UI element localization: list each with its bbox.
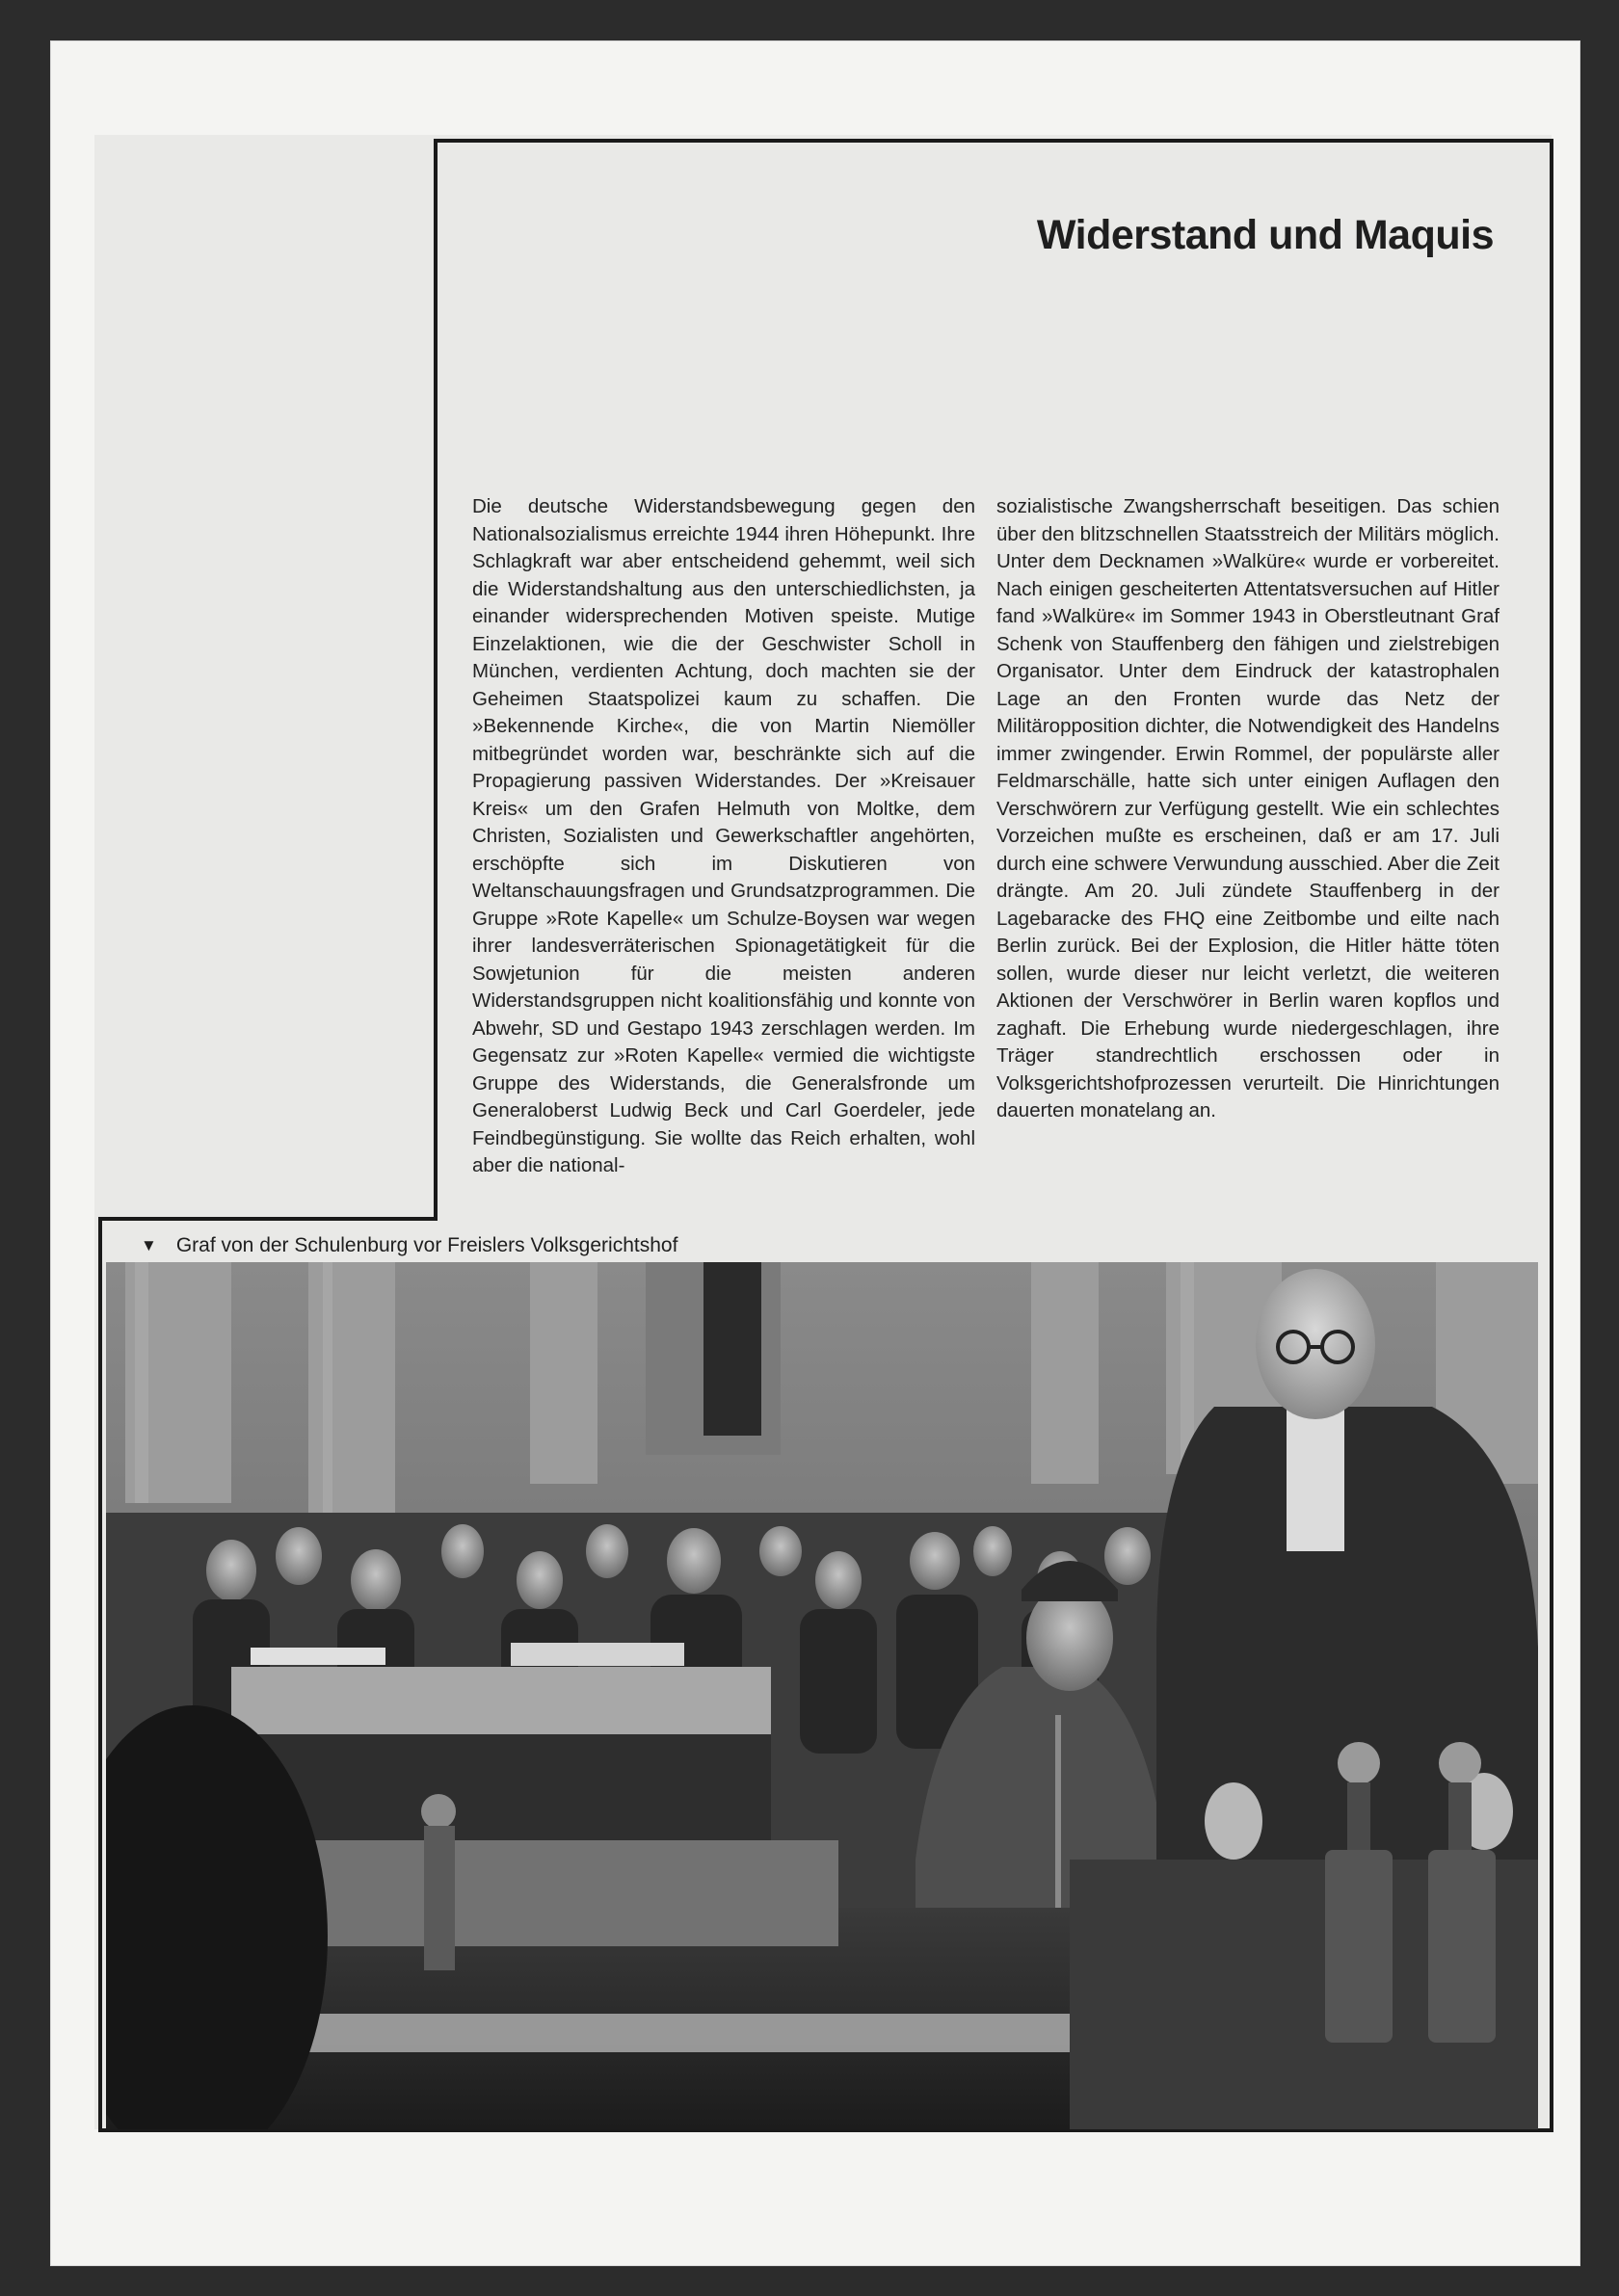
- page-title: Widerstand und Maquis: [1036, 212, 1494, 258]
- courtroom-photo: [106, 1262, 1538, 2129]
- photo-caption: [141, 1231, 677, 1260]
- down-triangle-icon: ▼: [141, 1236, 157, 1254]
- caption-text: Graf von der Schulenburg vor Freislers Volksgerichtshof: [175, 1234, 678, 1256]
- border-lower-left-rule: [98, 1217, 102, 2132]
- border-right-rule: [1550, 139, 1553, 2132]
- article-column-right: sozialistische Zwangsherrschaft beseitigen. Das schien über den blitzschnellen Staatsstreich der Militärs möglich. Unter dem Decknamen »Walküre« wurde er vorbereitet. Nach einigen gescheiterten Attentatsversuchen auf Hitler fand »Walküre« im Sommer 1943 in Oberstleutnant Graf Schenk von Stauffenberg den fähigen und zielstrebigen Organisator. Unter dem Eindruck der katastrophalen Lage an den Fronten wurde das Netz der Militäropposition dichter, die Notwendigkeit des Handelns immer zwingender. Erwin Rommel, der populärste aller Feldmarschälle, hatte sich unter einigen Auflagen den Verschwörern zur Verfügung gestellt. Wie ein schlechtes Vorzeichen mußte es erscheinen, daß er am 17. Juli durch eine schwere Verwundung ausschied. Aber die Zeit drängte. Am 20. Juli zündete Stauffenberg in der Lagebaracke des FHQ eine Zeitbombe und eilte nach Berlin zurück. Bei der Explosion, die Hitler hätte töten sollen, wurde dieser nur leicht verletzt, die weiteren Aktionen der Verschwörer in Berlin waren kopflos und zaghaft. Die Erhebung wurde niedergeschlagen, ihre Träger standrechtlich erschossen oder in Volksgerichtshofprozessen verurteilt. Die Hinrichtungen dauerten monatelang an.: [996, 495, 1500, 1122]
- border-top-rule: [434, 139, 1553, 143]
- article-column-left: Die deutsche Widerstandsbewegung gegen den Nationalsozialismus erreichte 1944 ihren Höhepunkt. Ihre Schlagkraft war aber entscheidend gehemmt, weil sich die Widerstandshaltung aus den unterschiedlichsten, ja einander widersprechenden Motiven speiste. Mutige Einzelaktionen, wie die der Geschwister Scholl in München, verdienten Achtung, doch machten sie der Geheimen Staatspolizei kaum zu schaffen. Die »Bekennende Kirche«, die von Martin Niemöller mitbegründet worden war, beschränkte sich auf die Propagierung passiven Widerstandes. Der »Kreisauer Kreis« um den Grafen Helmuth von Moltke, dem Christen, Sozialisten und Gewerkschaftler angehörten, erschöpfte sich im Diskutieren von Weltanschauungsfragen und Grundsatzprogrammen. Die Gruppe »Rote Kapelle« um Schulze-Boysen war wegen ihrer landesverräterischen Spionagetätigkeit für die Sowjetunion für die meisten anderen Widerstandsgruppen nicht koalitionsfähig und konnte von Abwehr, SD und Gestapo 1943 zerschlagen werden. Im Gegensatz zur »Roten Kapelle« vermied die wichtigste Gruppe des Widerstands, die Generalsfronde um Generaloberst Ludwig Beck und Carl Goerdeler, jede Feindbegünstigung. Sie wollte das Reich erhalten, wohl aber die national-: [472, 495, 975, 1176]
- border-upper-left-rule: [434, 139, 438, 1220]
- border-step-rule: [98, 1217, 438, 1221]
